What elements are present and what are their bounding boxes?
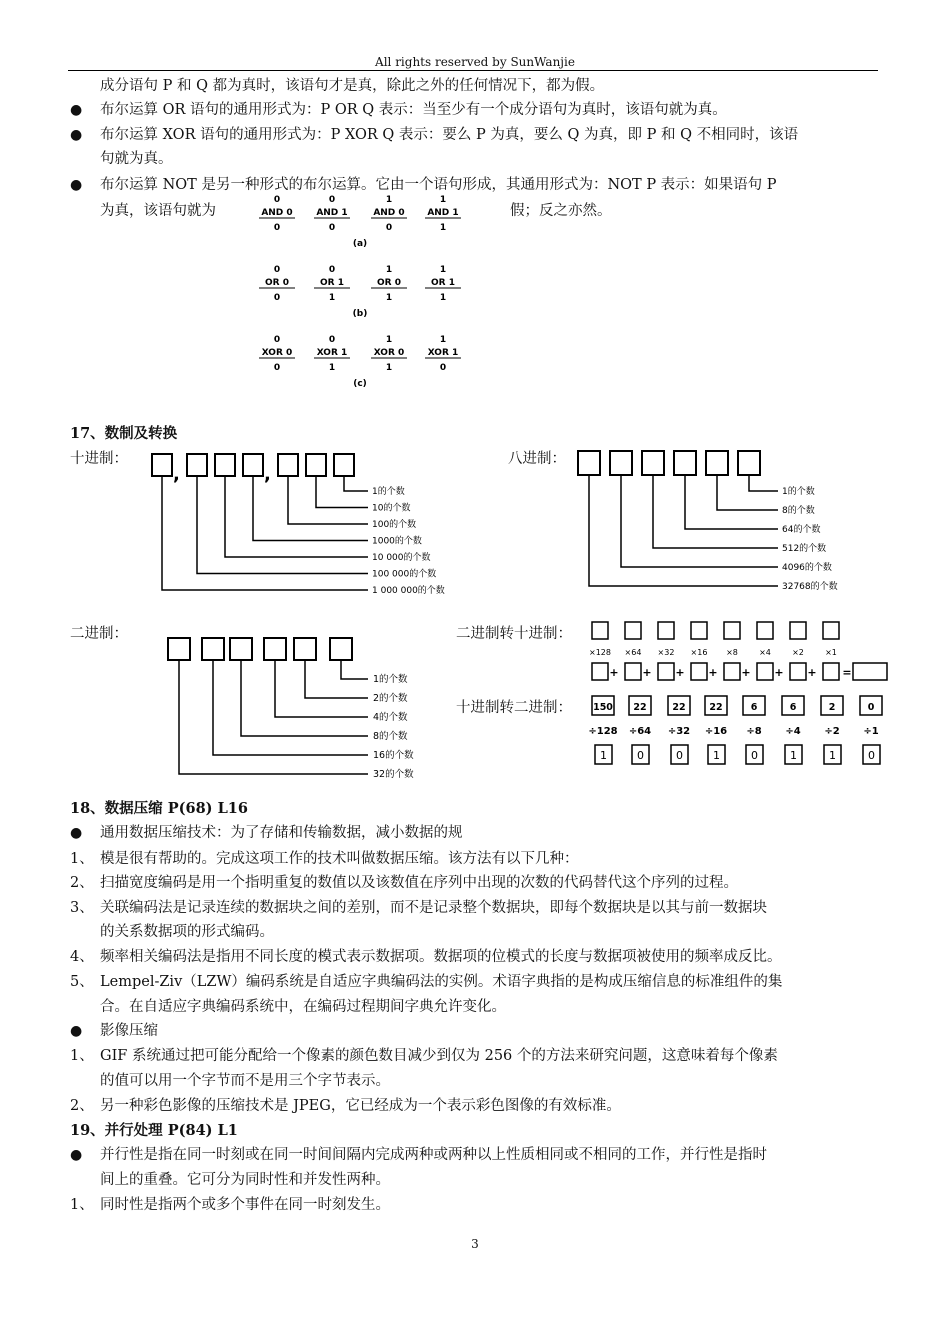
truth-input: 0 — [273, 195, 281, 205]
truth-result: 0 — [328, 223, 336, 233]
xor-description-cont: 句就为真。 — [100, 151, 173, 167]
list-number: 1、 — [70, 851, 94, 867]
truth-operation: XOR 1 — [316, 348, 348, 358]
list-number: 1、 — [70, 1048, 94, 1064]
bit-box — [823, 622, 839, 639]
plus-sign: + — [807, 666, 817, 679]
leader-line — [213, 660, 368, 755]
digit-box — [674, 451, 696, 475]
place-label: 1的个数 — [372, 487, 405, 497]
leader-line — [653, 475, 778, 548]
product-box — [823, 663, 839, 680]
decimal-label: 十进制： — [70, 451, 128, 467]
section-18-title: 18、数据压缩 P(68) L16 — [70, 800, 248, 817]
list-item: Lempel-Ziv（LZW）编码系统是自适应字典编码法的实例。术语字典指的是构成压缩信息的标准组件的集 — [100, 974, 783, 990]
digit-box — [230, 638, 252, 660]
multiplier-label: ×16 — [690, 648, 708, 657]
place-label: 1的个数 — [782, 487, 815, 497]
multiplier-label: ×1 — [825, 648, 837, 657]
list-item-cont: 的关系数据项的形式编码。 — [100, 924, 274, 940]
divisor-label: ÷8 — [746, 726, 762, 737]
truth-operation: AND 1 — [427, 208, 459, 218]
parallel-description-cont: 间上的重叠。它可分为同时性和并发性两种。 — [100, 1172, 390, 1188]
equals-sign: = — [842, 666, 852, 679]
page-header: All rights reserved by SunWanjie — [375, 55, 575, 69]
truth-result: 0 — [273, 223, 281, 233]
logic-truth-tables — [240, 190, 490, 395]
place-label: 32的个数 — [373, 769, 414, 780]
product-box — [790, 663, 806, 680]
digit-box — [202, 638, 224, 660]
truth-input: 0 — [328, 195, 336, 205]
leader-line — [717, 475, 778, 510]
digit-box — [152, 454, 172, 476]
bit-text: 1 — [600, 749, 607, 762]
divisor-label: ÷64 — [628, 726, 652, 737]
parallel-description: 并行性是指在同一时刻或在同一时间间隔内完成两种或两种以上性质相同或不相同的工作，并行性是指时 — [100, 1147, 767, 1163]
dec-to-bin-diagram — [585, 692, 895, 772]
list-number: 4、 — [70, 949, 94, 965]
bullet-icon: ● — [70, 1023, 83, 1039]
product-box — [724, 663, 740, 680]
place-label: 100的个数 — [372, 520, 417, 530]
list-number: 2、 — [70, 875, 94, 891]
truth-input: 1 — [439, 265, 447, 275]
section-19-title: 19、并行处理 P(84) L1 — [70, 1122, 238, 1139]
bit-text: 0 — [751, 749, 758, 762]
table-caption: (b) — [352, 309, 368, 319]
place-label: 4096的个数 — [782, 563, 832, 573]
list-item: GIF 系统通过把可能分配给一个像素的颜色数目减少到仅为 256 个的方法来研究问题，这意味着每个像素 — [100, 1048, 778, 1064]
bit-text: 0 — [637, 749, 644, 762]
not-description-cont: 为真，该语句就为 — [100, 203, 216, 219]
digit-box — [578, 451, 600, 475]
leader-line — [288, 476, 368, 524]
truth-input: 1 — [439, 335, 447, 345]
digit-box — [738, 451, 760, 475]
binary-label: 二进制： — [70, 626, 128, 642]
place-label: 2的个数 — [373, 693, 408, 704]
truth-operation: OR 0 — [265, 278, 289, 288]
list-item-cont: 合。在自适应字典编码系统中，在编码过程期间字典允许变化。 — [100, 999, 506, 1015]
place-label: 16的个数 — [373, 750, 414, 761]
digit-box — [610, 451, 632, 475]
digit-box — [330, 638, 352, 660]
not-description: 布尔运算 NOT 是另一种形式的布尔运算。它由一个语句形成，其通用形式为：NOT P 表示：如果语句 P — [100, 177, 777, 193]
divisor-label: ÷16 — [704, 726, 728, 737]
place-label: 100 000的个数 — [372, 569, 437, 580]
table-caption: (a) — [352, 239, 368, 249]
bullet-icon: ● — [70, 1147, 83, 1163]
truth-input: 0 — [328, 265, 336, 275]
truth-input: 0 — [328, 335, 336, 345]
product-box — [658, 663, 674, 680]
divisor-label: ÷128 — [588, 726, 618, 737]
bullet-icon: ● — [70, 102, 83, 118]
leader-line — [341, 660, 368, 679]
digit-box — [243, 454, 263, 476]
product-box — [625, 663, 641, 680]
truth-input: 1 — [385, 335, 393, 345]
digit-box — [306, 454, 326, 476]
image-compression-heading: 影像压缩 — [100, 1023, 158, 1039]
list-item: 频率相关编码法是指用不同长度的模式表示数据项。数据项的位模式的长度与数据项被使用的频率成反比。 — [100, 949, 782, 965]
multiplier-label: ×64 — [624, 648, 642, 657]
bit-text: 1 — [790, 749, 797, 762]
table-caption: (c) — [353, 379, 367, 389]
truth-operation: AND 0 — [261, 208, 293, 218]
list-item: 同时性是指两个或多个事件在同一时刻发生。 — [100, 1197, 390, 1213]
plus-sign: + — [609, 666, 619, 679]
compression-general: 通用数据压缩技术：为了存储和传输数据，减小数据的规 — [100, 825, 463, 841]
octal-place-diagram — [570, 445, 870, 600]
not-description-end: 假；反之亦然。 — [510, 203, 612, 219]
bin-to-dec-label: 二进制转十进制： — [456, 626, 572, 642]
multiplier-label: ×8 — [726, 648, 738, 657]
truth-result: 1 — [328, 293, 336, 303]
value-text: 22 — [633, 702, 647, 713]
bit-box — [625, 622, 641, 639]
multiplier-label: ×2 — [792, 648, 804, 657]
truth-operation: XOR 0 — [261, 348, 293, 358]
truth-operation: OR 1 — [320, 278, 344, 288]
digit-box — [334, 454, 354, 476]
digit-box — [278, 454, 298, 476]
place-label: 8的个数 — [373, 731, 408, 742]
truth-input: 1 — [385, 265, 393, 275]
binary-place-diagram — [160, 630, 430, 785]
comma-separator: , — [264, 464, 271, 485]
value-text: 6 — [789, 702, 797, 713]
header-rule — [68, 70, 878, 71]
bit-box — [724, 622, 740, 639]
truth-input: 0 — [273, 265, 281, 275]
list-number: 3、 — [70, 900, 94, 916]
truth-operation: OR 0 — [377, 278, 401, 288]
product-box — [757, 663, 773, 680]
leader-line — [749, 475, 778, 491]
place-label: 10 000的个数 — [372, 553, 431, 563]
product-box — [592, 663, 608, 680]
digit-box — [168, 638, 190, 660]
leader-line — [344, 476, 368, 491]
truth-result: 1 — [439, 293, 447, 303]
divisor-label: ÷1 — [863, 726, 879, 737]
leader-line — [275, 660, 368, 717]
value-text: 2 — [828, 702, 836, 713]
value-text: 6 — [750, 702, 758, 713]
bit-text: 0 — [868, 749, 875, 762]
place-label: 1000的个数 — [372, 536, 422, 547]
list-item-cont: 的值可以用一个字节而不是用三个字节表示。 — [100, 1073, 390, 1089]
truth-operation: XOR 0 — [373, 348, 405, 358]
multiplier-label: ×32 — [657, 648, 675, 657]
list-number: 2、 — [70, 1098, 94, 1114]
bullet-icon: ● — [70, 825, 83, 841]
divisor-label: ÷32 — [667, 726, 691, 737]
truth-input: 1 — [439, 195, 447, 205]
bit-box — [691, 622, 707, 639]
dec-to-bin-label: 十进制转二进制： — [456, 700, 572, 716]
digit-box — [642, 451, 664, 475]
truth-result: 1 — [439, 223, 447, 233]
truth-result: 0 — [273, 293, 281, 303]
decimal-place-diagram — [140, 448, 460, 600]
list-item: 模是很有帮助的。完成这项工作的技术叫做数据压缩。该方法有以下几种： — [100, 851, 579, 867]
truth-result: 0 — [273, 363, 281, 373]
digit-box — [187, 454, 207, 476]
page-number: 3 — [471, 1237, 479, 1251]
list-number: 5、 — [70, 974, 94, 990]
value-text: 22 — [709, 702, 723, 713]
divisor-label: ÷4 — [785, 726, 801, 737]
plus-sign: + — [642, 666, 652, 679]
value-text: 22 — [672, 702, 686, 713]
place-label: 1 000 000的个数 — [372, 586, 445, 596]
truth-operation: XOR 1 — [427, 348, 459, 358]
digit-box — [215, 454, 235, 476]
section-17-title: 17、数制及转换 — [70, 425, 178, 442]
truth-operation: AND 1 — [316, 208, 348, 218]
truth-result: 1 — [385, 293, 393, 303]
place-label: 512的个数 — [782, 544, 827, 554]
place-label: 32768的个数 — [782, 582, 838, 592]
truth-input: 0 — [273, 335, 281, 345]
place-label: 4的个数 — [373, 712, 408, 723]
value-text: 0 — [867, 702, 875, 713]
truth-result: 0 — [385, 223, 393, 233]
bit-box — [592, 622, 608, 639]
plus-sign: + — [741, 666, 751, 679]
list-item: 关联编码法是记录连续的数据块之间的差别，而不是记录整个数据块，即每个数据块是以其与前一数据块 — [100, 900, 767, 916]
product-box — [691, 663, 707, 680]
leader-line — [685, 475, 778, 529]
leader-line — [225, 476, 368, 557]
intro-line: 成分语句 P 和 Q 都为真时，该语句才是真，除此之外的任何情况下，都为假。 — [100, 78, 605, 94]
bullet-icon: ● — [70, 177, 83, 193]
truth-result: 0 — [439, 363, 447, 373]
divisor-label: ÷2 — [824, 726, 840, 737]
plus-sign: + — [774, 666, 784, 679]
bit-box — [658, 622, 674, 639]
truth-operation: OR 1 — [431, 278, 455, 288]
or-description: 布尔运算 OR 语句的通用形式为：P OR Q 表示：当至少有一个成分语句为真时，该语句就为真。 — [100, 102, 727, 118]
truth-operation: AND 0 — [373, 208, 405, 218]
bit-text: 1 — [713, 749, 720, 762]
leader-line — [621, 475, 778, 567]
place-label: 1的个数 — [373, 674, 408, 685]
place-label: 64的个数 — [782, 525, 821, 535]
list-item: 扫描宽度编码是用一个指明重复的数值以及该数值在序列中出现的次数的代码替代这个序列的过程。 — [100, 875, 738, 891]
place-label: 8的个数 — [782, 506, 815, 516]
bit-box — [790, 622, 806, 639]
list-item: 另一种彩色影像的压缩技术是 JPEG，它已经成为一个表示彩色图像的有效标准。 — [100, 1098, 621, 1114]
bullet-icon: ● — [70, 127, 83, 143]
bin-to-dec-diagram — [585, 618, 895, 688]
place-label: 10的个数 — [372, 503, 411, 514]
comma-separator: , — [173, 464, 180, 485]
multiplier-label: ×128 — [589, 648, 611, 657]
result-box — [853, 663, 887, 680]
value-text: 150 — [593, 702, 613, 713]
digit-box — [264, 638, 286, 660]
digit-box — [294, 638, 316, 660]
multiplier-label: ×4 — [759, 648, 771, 657]
list-number: 1、 — [70, 1197, 94, 1213]
plus-sign: + — [708, 666, 718, 679]
truth-result: 1 — [385, 363, 393, 373]
plus-sign: + — [675, 666, 685, 679]
octal-label: 八进制： — [508, 451, 566, 467]
digit-box — [706, 451, 728, 475]
bit-text: 0 — [676, 749, 683, 762]
truth-input: 1 — [385, 195, 393, 205]
xor-description: 布尔运算 XOR 语句的通用形式为：P XOR Q 表示：要么 P 为真，要么 Q 为真，即 P 和 Q 不相同时，该语 — [100, 127, 799, 143]
bit-text: 1 — [829, 749, 836, 762]
truth-result: 1 — [328, 363, 336, 373]
bit-box — [757, 622, 773, 639]
